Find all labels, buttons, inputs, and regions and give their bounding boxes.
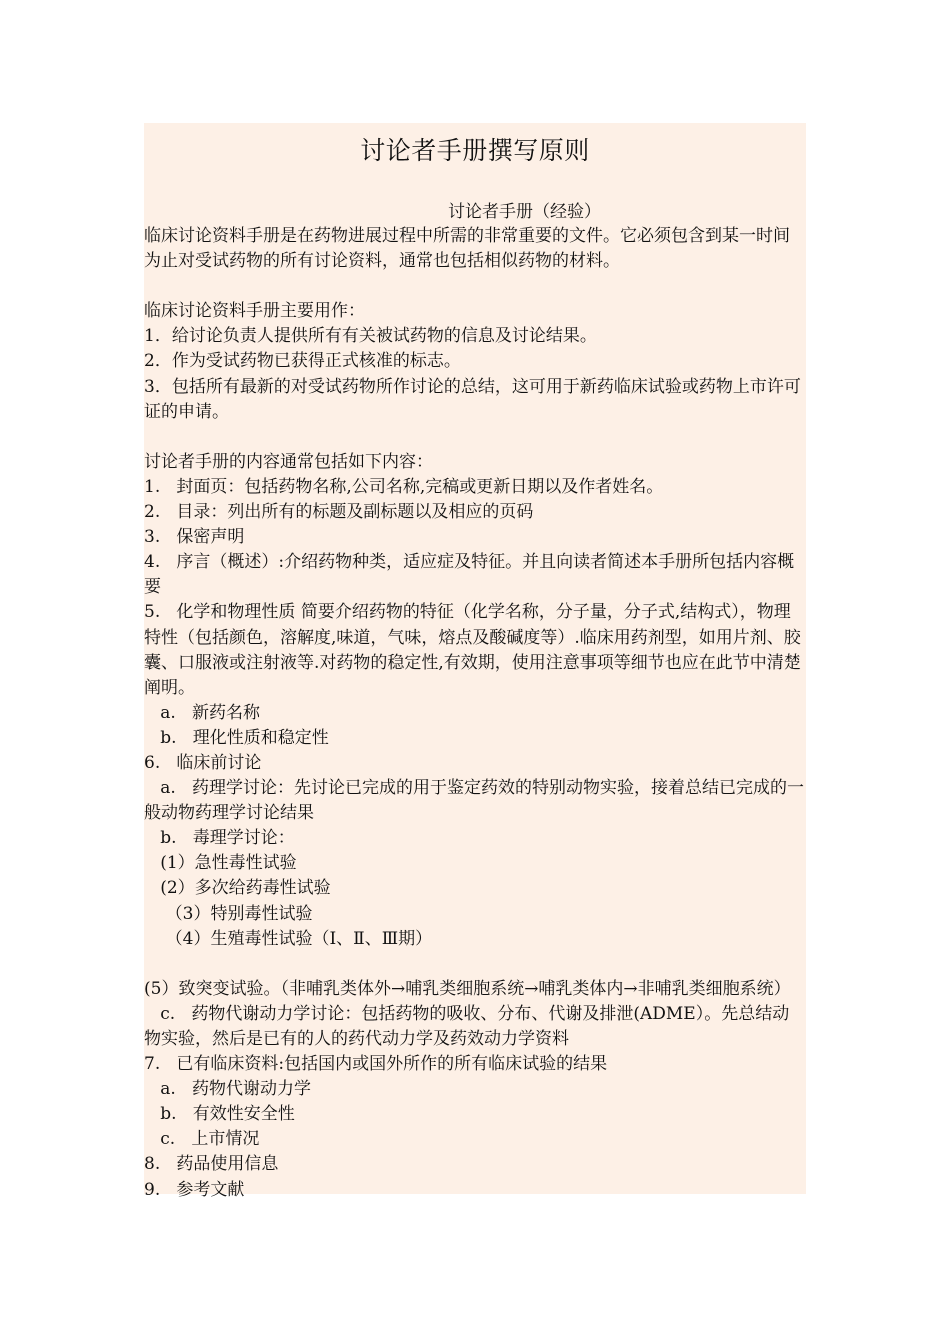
document-title: 讨论者手册撰写原则	[360, 136, 590, 165]
list-item: 6. 临床前讨论	[144, 752, 262, 773]
sub-list-item: b. 理化性质和稳定性	[144, 727, 329, 748]
intro-paragraph: 临床讨论资料手册是在药物进展过程中所需的非常重要的文件。它必须包含到某一时间为止对受试药物的所有讨论资料，通常也包括相似药物的材料。	[144, 226, 790, 272]
list-item: 9. 参考文献	[144, 1179, 245, 1200]
sub-sub-list-item: (2）多次给药毒性试验	[144, 878, 331, 899]
sub-list-item: c. 药物代谢动力学讨论：包括药物的吸收、分布、代谢及排泄(ADME）。先总结动物实验，然后是已有的人的药代动力学及药效动力学资料	[144, 1003, 790, 1049]
sub-list-item: b. 毒理学讨论：	[144, 828, 295, 849]
sub-list-item: c. 上市情况	[144, 1129, 260, 1150]
document-subtitle: 讨论者手册（经验）	[448, 202, 601, 222]
list-item: 3. 保密声明	[144, 527, 245, 548]
list-item: 8. 药品使用信息	[144, 1154, 279, 1175]
list-item: 1．给讨论负责人提供所有有关被试药物的信息及讨论结果。	[144, 326, 597, 347]
sub-list-item: b. 有效性安全性	[144, 1104, 295, 1125]
list-item: 2. 目录：列出所有的标题及副标题以及相应的页码	[144, 502, 534, 523]
list-item: 2．作为受试药物已获得正式核准的标志。	[144, 351, 461, 372]
sub-list-item: a. 药物代谢动力学	[144, 1079, 311, 1100]
document-body	[144, 224, 806, 1203]
blank-line	[144, 425, 806, 450]
sub-list-item: a. 药理学讨论：先讨论已完成的用于鉴定药效的特别动物实验，接着总结已完成的一般动物药理学讨论结果	[144, 778, 804, 824]
sub-sub-list-item: （3）特别毒性试验	[144, 903, 313, 924]
blank-line	[144, 274, 806, 299]
section-heading-contents: 讨论者手册的内容通常包括如下内容：	[144, 451, 433, 472]
sub-sub-list-item: (5）致突变试验。（非哺乳类体外→哺乳类细胞系统→哺乳类体内→非哺乳类细胞系统）	[144, 953, 791, 999]
list-item: 5. 化学和物理性质 简要介绍药物的特征（化学名称，分子量，分子式,结构式），物理特性（包括颜色，溶解度,味道，气味，熔点及酸碱度等）.临床用药剂型，如用片剂、胶囊、口服液或注射液等.对药物的稳定性,有效期，使用注意事项等细节也应在此节中清楚阐明。	[144, 602, 801, 698]
list-item: 3．包括所有最新的对受试药物所作讨论的总结，这可用于新药临床试验或药物上市许可证的申请。	[144, 376, 801, 422]
list-item: 7. 已有临床资料:包括国内或国外所作的所有临床试验的结果	[144, 1054, 608, 1075]
sub-list-item: a. 新药名称	[144, 702, 260, 723]
sub-sub-list-item: (1）急性毒性试验	[144, 853, 297, 874]
sub-sub-list-item: （4）生殖毒性试验（Ⅰ、Ⅱ、Ⅲ期）	[144, 928, 433, 949]
list-item: 1. 封面页：包括药物名称,公司名称,完稿或更新日期以及作者姓名。	[144, 476, 664, 497]
list-item: 4. 序言（概述）:介绍药物种类，适应症及特征。并且向读者简述本手册所包括内容概要	[144, 552, 795, 598]
section-heading-uses: 临床讨论资料手册主要用作：	[144, 301, 365, 322]
document-page	[144, 123, 806, 1200]
